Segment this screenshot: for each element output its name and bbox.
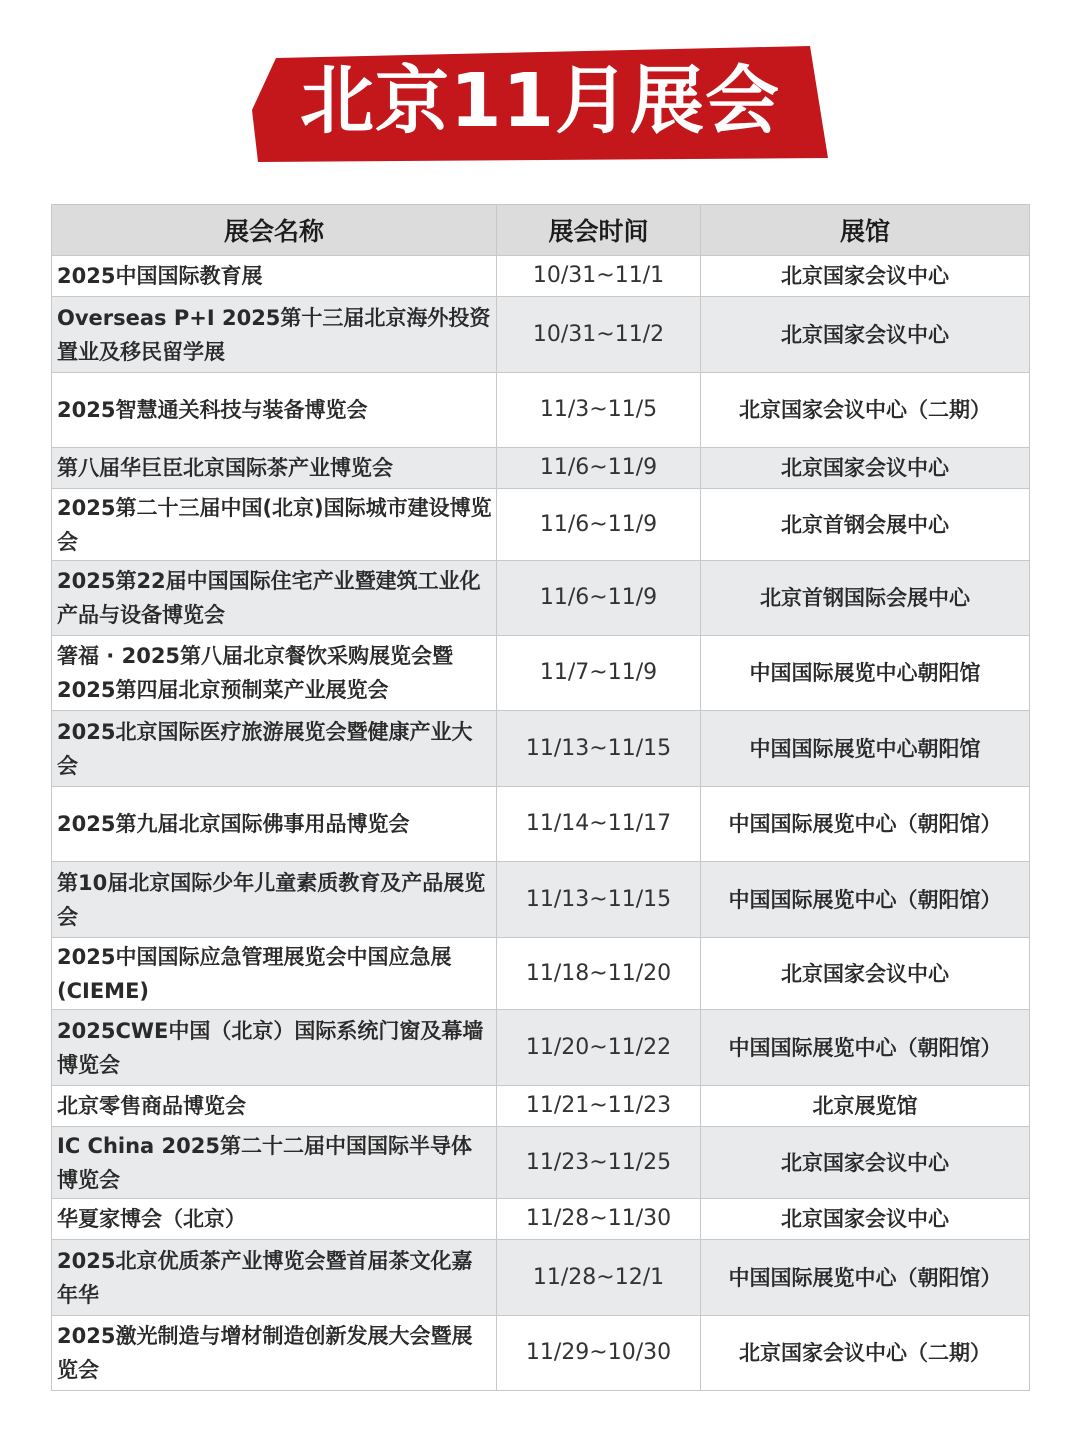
exhibition-date: 11/13~11/15 [497, 862, 701, 938]
exhibition-date: 11/23~11/25 [497, 1127, 701, 1199]
table-row [52, 561, 1030, 636]
exhibition-venue: 中国国际展览中心（朝阳馆） [701, 1010, 1030, 1086]
exhibition-table [51, 204, 1030, 1391]
exhibition-date: 11/28~12/1 [497, 1240, 701, 1316]
table-row [52, 1316, 1030, 1391]
exhibition-venue: 北京展览馆 [701, 1086, 1030, 1127]
exhibition-name: 华夏家博会（北京） [52, 1199, 497, 1240]
exhibition-date: 11/28~11/30 [497, 1199, 701, 1240]
exhibition-venue: 中国国际展览中心（朝阳馆） [701, 787, 1030, 862]
exhibition-name: IC China 2025第二十二届中国国际半导体博览会 [52, 1127, 497, 1199]
exhibition-name: 2025中国国际教育展 [52, 256, 497, 297]
exhibition-date: 11/7~11/9 [497, 636, 701, 711]
exhibition-venue: 北京国家会议中心（二期） [701, 1316, 1030, 1391]
table-row [52, 1086, 1030, 1127]
table-row [52, 1199, 1030, 1240]
table-header-row [52, 205, 1030, 256]
exhibition-venue: 中国国际展览中心朝阳馆 [701, 711, 1030, 787]
exhibition-date: 11/13~11/15 [497, 711, 701, 787]
exhibition-name: 2025北京国际医疗旅游展览会暨健康产业大会 [52, 711, 497, 787]
exhibition-name: 2025第二十三届中国(北京)国际城市建设博览会 [52, 489, 497, 561]
exhibition-venue: 北京国家会议中心 [701, 448, 1030, 489]
table-row [52, 862, 1030, 938]
header-exhibition-date: 展会时间 [497, 205, 701, 256]
table-row [52, 489, 1030, 561]
exhibition-date: 11/21~11/23 [497, 1086, 701, 1127]
exhibition-venue: 北京国家会议中心 [701, 1199, 1030, 1240]
table-row [52, 787, 1030, 862]
exhibition-name: 北京零售商品博览会 [52, 1086, 497, 1127]
exhibition-name: 2025智慧通关科技与装备博览会 [52, 373, 497, 448]
exhibition-date: 11/6~11/9 [497, 448, 701, 489]
exhibition-venue: 中国国际展览中心朝阳馆 [701, 636, 1030, 711]
exhibition-date: 11/3~11/5 [497, 373, 701, 448]
exhibition-name: 2025CWE中国（北京）国际系统门窗及幕墙博览会 [52, 1010, 497, 1086]
exhibition-venue: 中国国际展览中心（朝阳馆） [701, 862, 1030, 938]
exhibition-date: 10/31~11/2 [497, 297, 701, 373]
exhibition-venue: 北京国家会议中心 [701, 1127, 1030, 1199]
exhibition-date: 11/6~11/9 [497, 561, 701, 636]
exhibition-venue: 北京首钢会展中心 [701, 489, 1030, 561]
header-exhibition-name: 展会名称 [52, 205, 497, 256]
exhibition-name: 2025中国国际应急管理展览会中国应急展(CIEME) [52, 938, 497, 1010]
exhibition-name: 第10届北京国际少年儿童素质教育及产品展览会 [52, 862, 497, 938]
exhibition-name: 第八届华巨臣北京国际茶产业博览会 [52, 448, 497, 489]
exhibition-name: 2025第22届中国国际住宅产业暨建筑工业化产品与设备博览会 [52, 561, 497, 636]
table-row [52, 938, 1030, 1010]
exhibition-name: 2025激光制造与增材制造创新发展大会暨展览会 [52, 1316, 497, 1391]
exhibition-name: 2025第九届北京国际佛事用品博览会 [52, 787, 497, 862]
exhibition-name: Overseas P+I 2025第十三届北京海外投资置业及移民留学展 [52, 297, 497, 373]
exhibition-venue: 北京首钢国际会展中心 [701, 561, 1030, 636]
exhibition-date: 11/20~11/22 [497, 1010, 701, 1086]
exhibition-date: 11/14~11/17 [497, 787, 701, 862]
page-title: 北京11月展会 [300, 58, 780, 144]
exhibition-venue: 北京国家会议中心（二期） [701, 373, 1030, 448]
exhibition-date: 11/18~11/20 [497, 938, 701, 1010]
exhibition-venue: 中国国际展览中心（朝阳馆） [701, 1240, 1030, 1316]
table-row [52, 711, 1030, 787]
table-row [52, 373, 1030, 448]
header-exhibition-venue: 展馆 [701, 205, 1030, 256]
exhibition-date: 11/6~11/9 [497, 489, 701, 561]
exhibition-date: 10/31~11/1 [497, 256, 701, 297]
table-row [52, 297, 1030, 373]
exhibition-date: 11/29~10/30 [497, 1316, 701, 1391]
table-row [52, 448, 1030, 489]
table-row [52, 256, 1030, 297]
table-row [52, 1127, 1030, 1199]
table-row [52, 636, 1030, 711]
exhibition-name: 箸福 · 2025第八届北京餐饮采购展览会暨2025第四届北京预制菜产业展览会 [52, 636, 497, 711]
exhibition-venue: 北京国家会议中心 [701, 256, 1030, 297]
table-row [52, 1010, 1030, 1086]
exhibition-venue: 北京国家会议中心 [701, 297, 1030, 373]
title-banner [250, 40, 830, 162]
exhibition-venue: 北京国家会议中心 [701, 938, 1030, 1010]
table-row [52, 1240, 1030, 1316]
exhibition-name: 2025北京优质茶产业博览会暨首届茶文化嘉年华 [52, 1240, 497, 1316]
